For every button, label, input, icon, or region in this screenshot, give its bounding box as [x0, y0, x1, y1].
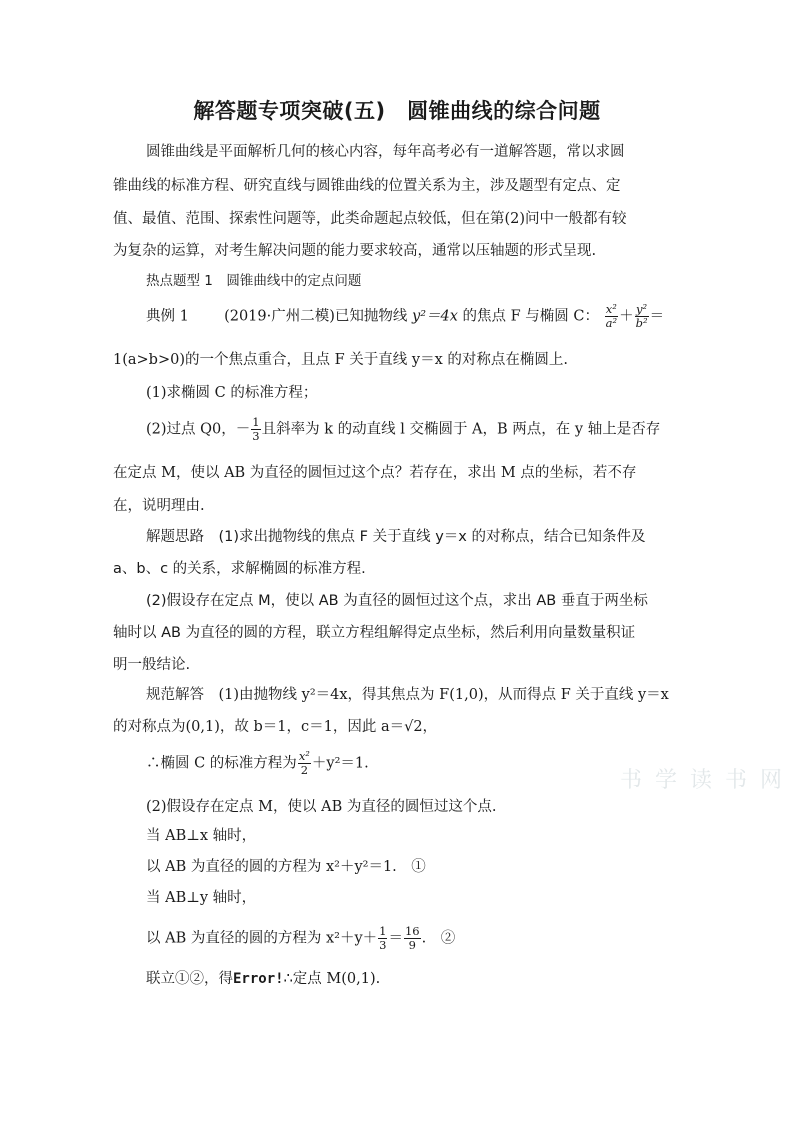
question-2-line-2: 在定点 M，使以 AB 为直径的圆恒过这个点？若存在，求出 M 点的坐标，若不存 [113, 465, 637, 481]
question-2-suffix: 且斜率为 k 的动直线 l 交椭圆于 A，B 两点，在 y 轴上是否存 [261, 421, 661, 438]
page-title: 解答题专项突破(五) 圆锥曲线的综合问题 [193, 99, 601, 123]
solution-line-9 [146, 969, 686, 989]
intro-line-1: 圆锥曲线是平面解析几何的核心内容，每年高考必有一道解答题，常以求圆 [146, 144, 625, 160]
hot-topic-heading: 热点题型 1 圆锥曲线中的定点问题 [146, 273, 362, 289]
fraction-1-over-3b: $\frac{1}{3}$ [379, 924, 387, 952]
solution-line-3 [146, 750, 686, 777]
question-2-line-1 [146, 416, 686, 443]
solution-equals: ＝ [388, 930, 403, 947]
example-label: 典例 1 [146, 308, 189, 325]
example-text-2: 的焦点 F 与椭圆 C： [462, 308, 600, 325]
example-line-2: 1(a>b>0)的一个焦点重合，且点 F 关于直线 y＝x 的对称点在椭圆上. [113, 352, 568, 368]
idea-text-1: (1)求出抛物线的焦点 F 关于直线 y＝x 的对称点，结合已知条件及 [218, 529, 646, 545]
fraction-x2-over-2: $\frac{\text{x²}}{2}$ [298, 749, 310, 777]
intro-line-2: 锥曲线的标准方程、研究直线与圆锥曲线的位置关系为主，涉及题型有定点、定 [113, 178, 621, 194]
idea-line-5: 明一般结论. [113, 657, 191, 673]
fraction-16-over-9: $\frac{16}{9}$ [404, 924, 420, 952]
solution-label: 规范解答 [146, 687, 204, 703]
intro-line-4: 为复杂的运算，对考生解决问题的能力要求较高，通常以压轴题的形式呈现. [113, 243, 597, 259]
equation-tag-2: ② [440, 930, 456, 947]
question-2-line-3: 在，说明理由. [113, 498, 205, 514]
idea-line-2: a、b、c 的关系，求解椭圆的标准方程. [113, 561, 366, 577]
error-text: Error! [233, 971, 284, 987]
solution-text-3b: ＋y²＝1. [311, 755, 369, 772]
solution-text-9: 联立①②，得 [146, 971, 233, 987]
idea-line-4: 轴时以 AB 为直径的圆的方程，联立方程组解得定点坐标，然后利用向量数量积证 [113, 625, 636, 641]
idea-line-3: (2)假设存在定点 M，使以 AB 为直径的圆恒过这个点，求出 AB 垂直于两坐标 [146, 593, 648, 609]
solution-line-8: 以 AB 为直径的圆的方程为 x²＋y＋ $\frac{1}{3}$ ＝ $\frac{16}{9}$ . ② [146, 924, 456, 952]
example-text-1: 已知抛物线 [334, 308, 408, 325]
question-1: (1)求椭圆 C 的标准方程； [146, 385, 318, 401]
watermark: 书 学 读 书 网 [620, 768, 785, 793]
fraction-x2-over-a2: $\frac{\text{x²}}{\text{a²}}$ [605, 302, 618, 330]
solution-line-2: 的对称点为(0,1)，故 b＝1，c＝1，因此 a＝√2， [113, 719, 438, 735]
intro-line-3: 值、最值、范围、探索性问题等，此类命题起点较低，但在第(2)问中一般都有较 [113, 211, 627, 227]
solution-line-5: 当 AB⊥x 轴时， [146, 828, 257, 844]
idea-label: 解题思路 [146, 529, 204, 545]
example-line-1: 典例 1 (2019·广州二模)已知抛物线 y²＝4x 的焦点 F 与椭圆 C： $\frac{\text{x²}}{\text{a²}}$ ＋ $\frac{\text{y²}}{\text{b²}}$ ＝ [146, 302, 665, 330]
solution-line-1 [146, 685, 686, 705]
solution-line-4: (2)假设存在定点 M，使以 AB 为直径的圆恒过这个点. [146, 799, 497, 815]
solution-text-9b: ∴定点 M(0,1). [283, 971, 381, 987]
example-source: (2019·广州二模) [224, 308, 335, 325]
solution-text-1: (1)由抛物线 y²＝4x，得其焦点为 F(1,0)，从而得点 F 关于直线 y＝x [218, 687, 669, 703]
solution-text-3: ∴椭圆 C 的标准方程为 [146, 755, 297, 772]
fraction-y2-over-b2: $\frac{\text{y²}}{\text{b²}}$ [635, 302, 648, 330]
solution-line-6: 以 AB 为直径的圆的方程为 x²＋y²＝1. ① [146, 859, 426, 875]
solution-line-7: 当 AB⊥y 轴时， [146, 890, 257, 906]
fraction-1-over-3: $\frac{1}{3}$ [252, 415, 260, 443]
question-2-prefix: (2)过点 Q0，－ [146, 421, 251, 438]
solution-text-8: 以 AB 为直径的圆的方程为 x²＋y＋ [146, 930, 378, 947]
idea-line-1 [146, 527, 686, 547]
parabola-equation: y²＝4x [412, 308, 458, 325]
